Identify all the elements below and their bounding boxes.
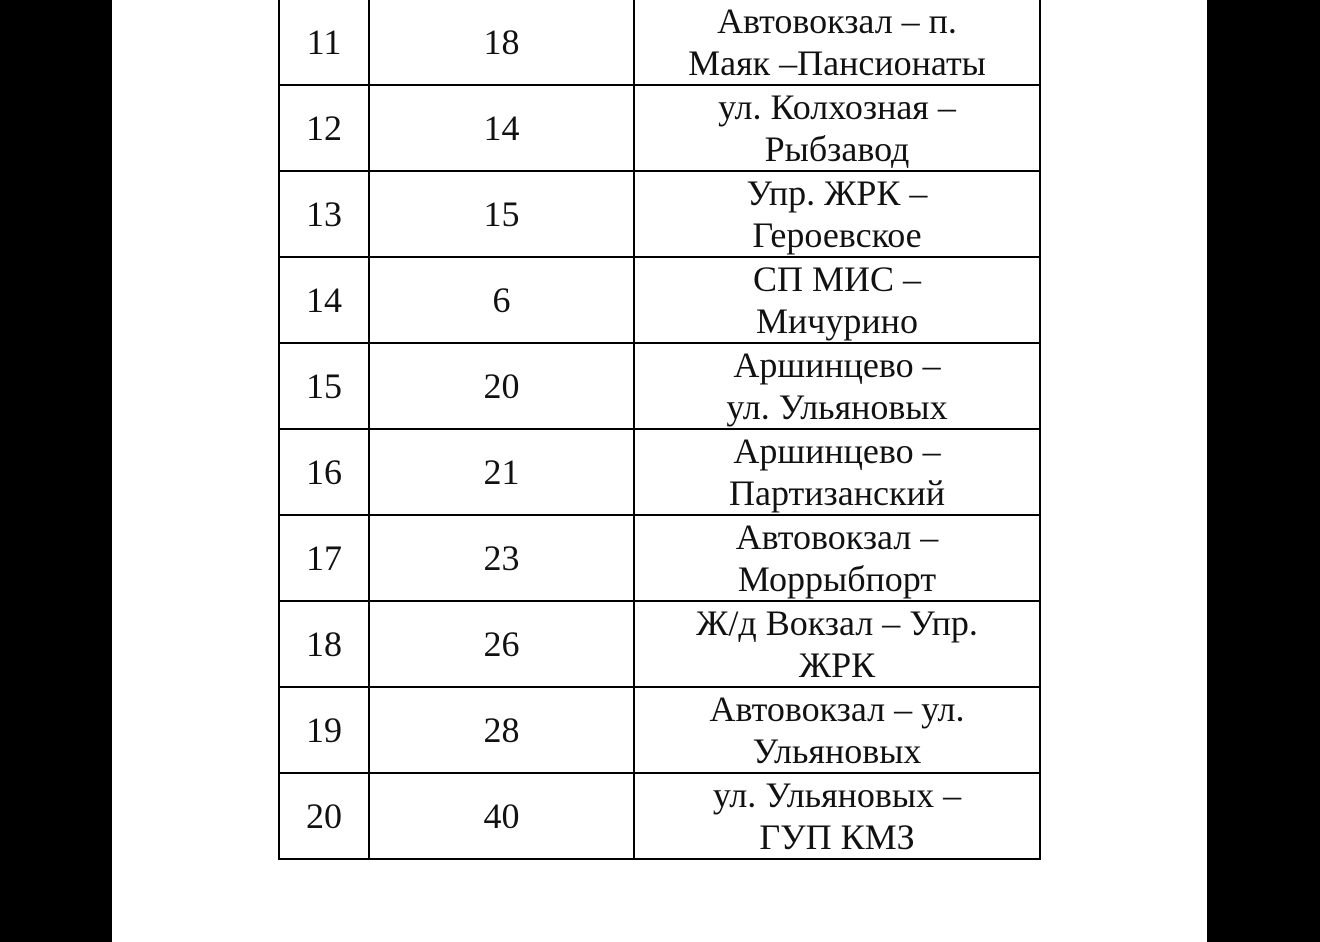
route-number-cell: 20 <box>369 343 634 429</box>
route-name-cell <box>634 0 1040 85</box>
document-page <box>112 0 1207 942</box>
table-row <box>279 601 1040 687</box>
route-number-cell: 40 <box>369 773 634 859</box>
row-number-cell: 16 <box>279 429 369 515</box>
row-number-cell: 17 <box>279 515 369 601</box>
row-number-cell: 12 <box>279 85 369 171</box>
route-name-line: ул. Колхозная – <box>718 87 956 127</box>
table-row <box>279 171 1040 257</box>
route-number-cell: 6 <box>369 257 634 343</box>
route-name-line: Автовокзал – п. <box>717 1 957 41</box>
table-row <box>279 85 1040 171</box>
route-number-cell: 26 <box>369 601 634 687</box>
route-name-cell <box>634 343 1040 429</box>
route-number-cell: 14 <box>369 85 634 171</box>
route-name-line: Мичурино <box>756 301 918 341</box>
row-number-cell: 20 <box>279 773 369 859</box>
route-number-cell: 28 <box>369 687 634 773</box>
table-row <box>279 515 1040 601</box>
route-name-line: Моррыбпорт <box>737 559 937 599</box>
route-name-line: Ульяновых <box>752 731 922 771</box>
route-name-cell <box>634 171 1040 257</box>
route-number-cell: 18 <box>369 0 634 85</box>
route-name-cell <box>634 515 1040 601</box>
row-number-cell: 11 <box>279 0 369 85</box>
route-name-cell <box>634 257 1040 343</box>
route-name-line: Рыбзавод <box>764 129 910 169</box>
row-number-cell: 13 <box>279 171 369 257</box>
route-number-cell: 23 <box>369 515 634 601</box>
route-name-cell <box>634 773 1040 859</box>
row-number-cell: 15 <box>279 343 369 429</box>
route-name-line: Партизанский <box>729 473 945 513</box>
row-number-cell: 19 <box>279 687 369 773</box>
route-name-cell <box>634 601 1040 687</box>
route-number-cell: 15 <box>369 171 634 257</box>
route-name-line: СП МИС – <box>752 259 922 299</box>
route-name-line: ГУП КМЗ <box>759 817 915 857</box>
route-name-line: Упр. ЖРК – <box>746 173 928 213</box>
route-name-cell <box>634 687 1040 773</box>
table-row <box>279 687 1040 773</box>
row-number-cell: 18 <box>279 601 369 687</box>
route-name-line: Аршинцево – <box>733 345 941 385</box>
table-row <box>279 429 1040 515</box>
row-number-cell: 14 <box>279 257 369 343</box>
route-number-cell: 21 <box>369 429 634 515</box>
route-name-cell <box>634 429 1040 515</box>
route-name-line: ЖРК <box>798 645 876 685</box>
route-name-line: Героевское <box>752 215 922 255</box>
route-name-line: Автовокзал – <box>735 517 939 557</box>
route-name-cell <box>634 85 1040 171</box>
route-name-line: ул. Ульяновых <box>726 387 948 427</box>
table-row <box>279 0 1040 85</box>
table-row <box>279 257 1040 343</box>
route-name-line: ул. Ульяновых – <box>712 775 962 815</box>
routes-table <box>278 0 1041 860</box>
route-name-line: Автовокзал – ул. <box>709 689 965 729</box>
table-row <box>279 343 1040 429</box>
route-name-line: Ж/д Вокзал – Упр. <box>696 603 978 643</box>
route-name-line: Маяк –Пансионаты <box>688 43 986 83</box>
table-row <box>279 773 1040 859</box>
route-name-line: Аршинцево – <box>733 431 941 471</box>
routes-table-body <box>279 0 1040 859</box>
